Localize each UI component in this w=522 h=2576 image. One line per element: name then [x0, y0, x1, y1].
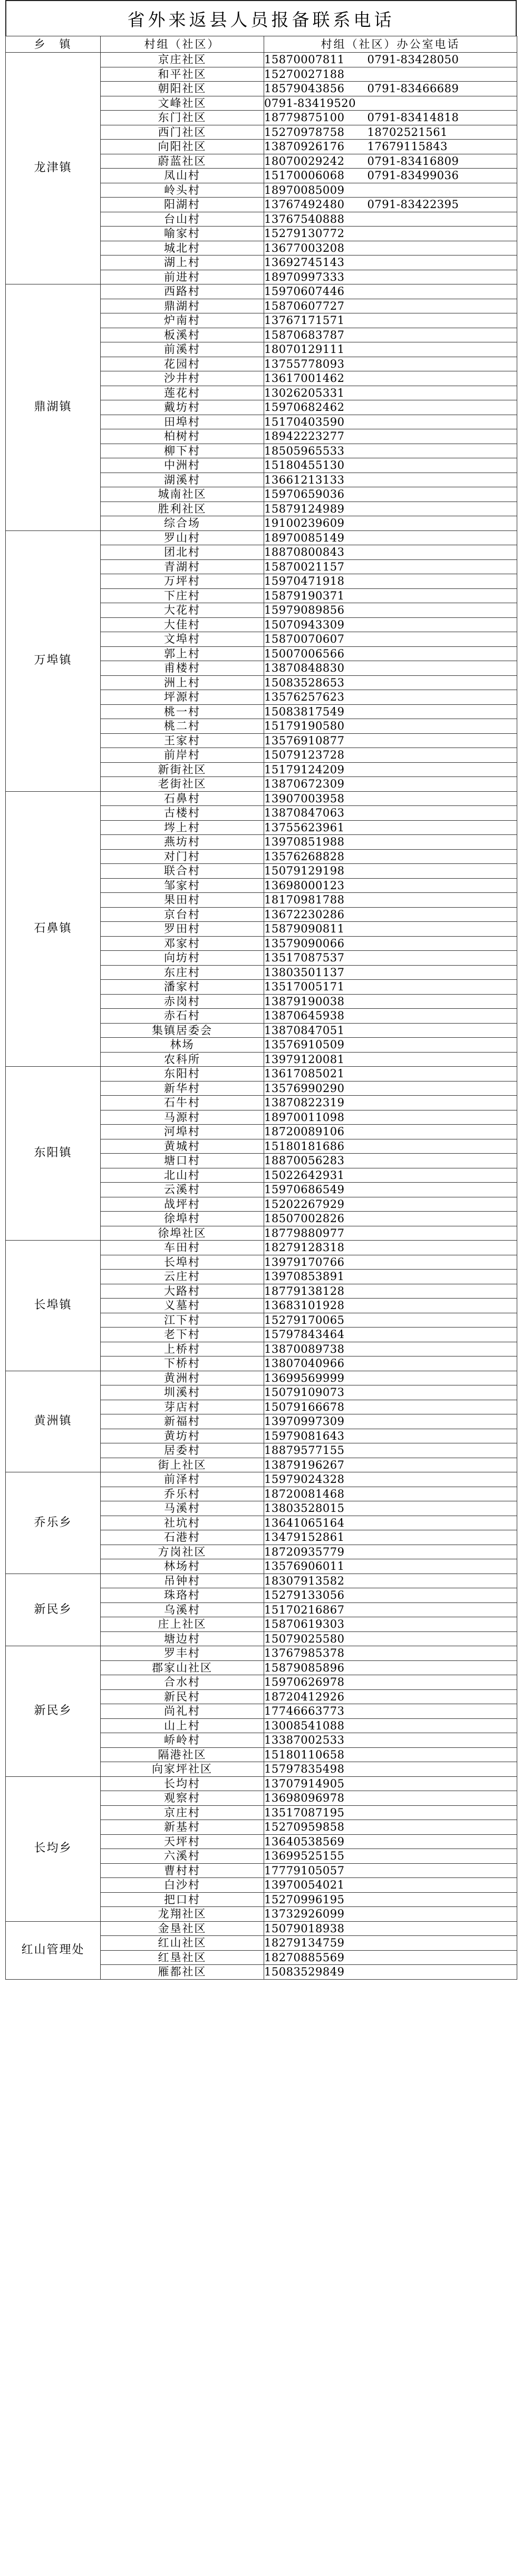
village-name-cell: 新华村	[101, 1081, 264, 1096]
phone-number-cell: 15083529849	[264, 1965, 517, 1980]
phone-number-cell: 13879190038	[264, 994, 517, 1009]
village-name-cell: 赤石村	[101, 1009, 264, 1024]
table-row	[6, 530, 517, 545]
village-name-cell: 徐埠村	[101, 1212, 264, 1226]
phone-number-cell: 13683101928	[264, 1299, 517, 1313]
phone-number-cell: 13755623961	[264, 820, 517, 835]
phone-number-cell: 15022642931	[264, 1168, 517, 1183]
phone-number-cell: 13803501137	[264, 965, 517, 980]
village-name-cell: 金垦社区	[101, 1921, 264, 1936]
village-name-cell: 甫楼村	[101, 661, 264, 676]
phone-number-cell: 13517087195	[264, 1805, 517, 1820]
phone-number-cell: 13698096978	[264, 1791, 517, 1806]
phone-number-cell: 15270959858	[264, 1820, 517, 1835]
phone-number-cell: 15979089856	[264, 603, 517, 618]
phone-number-cell: 13767492480 0791-83422395	[264, 198, 517, 212]
phone-number-cell: 15879085896	[264, 1660, 517, 1675]
village-name-cell: 曹村村	[101, 1863, 264, 1878]
phone-number-cell: 15180181686	[264, 1139, 517, 1154]
village-name-cell: 果田村	[101, 893, 264, 908]
phone-number-cell: 18579043856 0791-83466689	[264, 82, 517, 96]
village-name-cell: 凤山村	[101, 169, 264, 183]
phone-number-cell: 15870070607	[264, 632, 517, 647]
village-name-cell: 乌溪村	[101, 1602, 264, 1617]
village-name-cell: 把口村	[101, 1892, 264, 1907]
village-name-cell: 红垦社区	[101, 1950, 264, 1965]
village-name-cell: 前溪村	[101, 342, 264, 357]
phone-number-cell: 15179190580	[264, 719, 517, 734]
village-name-cell: 郭上村	[101, 646, 264, 661]
village-name-cell: 万坪村	[101, 574, 264, 589]
village-name-cell: 郡家山社区	[101, 1660, 264, 1675]
village-name-cell: 前岸村	[101, 748, 264, 763]
phone-number-cell: 18970997333	[264, 270, 517, 284]
town-name-cell: 龙津镇	[6, 53, 101, 284]
village-name-cell: 街上社区	[101, 1458, 264, 1472]
village-name-cell: 沙井村	[101, 371, 264, 386]
village-name-cell: 石鼻村	[101, 791, 264, 806]
phone-number-cell: 15202267929	[264, 1197, 517, 1212]
village-name-cell: 向家坪社区	[101, 1762, 264, 1777]
village-name-cell: 燕坊村	[101, 835, 264, 850]
village-name-cell: 桃二村	[101, 719, 264, 734]
phone-number-cell: 15270978758 18702521561	[264, 125, 517, 140]
village-name-cell: 城南社区	[101, 487, 264, 502]
table-row	[6, 1574, 517, 1588]
phone-number-cell: 13979120081	[264, 1052, 517, 1067]
phone-number-cell: 15179124209	[264, 762, 517, 777]
village-name-cell: 西门社区	[101, 125, 264, 140]
village-name-cell: 潘家村	[101, 980, 264, 995]
village-name-cell: 居委村	[101, 1443, 264, 1458]
phone-number-cell: 15079109073	[264, 1385, 517, 1400]
phone-number-cell: 15870683787	[264, 328, 517, 342]
village-name-cell: 和平社区	[101, 67, 264, 82]
phone-number-cell: 13576257623	[264, 690, 517, 705]
village-name-cell: 上桥村	[101, 1342, 264, 1356]
phone-number-cell: 15970471918	[264, 574, 517, 589]
phone-number-cell: 13879196267	[264, 1458, 517, 1472]
village-name-cell: 新基村	[101, 1820, 264, 1835]
phone-number-cell: 15979024328	[264, 1472, 517, 1487]
village-name-cell: 胜利社区	[101, 502, 264, 516]
phone-number-cell: 18870056283	[264, 1154, 517, 1168]
phone-number-cell: 15279170065	[264, 1313, 517, 1328]
village-name-cell: 老街社区	[101, 777, 264, 792]
village-name-cell: 塘口村	[101, 1154, 264, 1168]
phone-number-cell: 15970659036	[264, 487, 517, 502]
phone-number-cell: 18942223277	[264, 429, 517, 444]
phone-number-cell: 15879190371	[264, 588, 517, 603]
village-name-cell: 河埠村	[101, 1125, 264, 1139]
contact-table	[5, 36, 517, 1980]
village-name-cell: 王家村	[101, 733, 264, 748]
village-name-cell: 合水村	[101, 1675, 264, 1690]
table-row	[6, 53, 517, 67]
phone-number-cell: 18879577155	[264, 1443, 517, 1458]
phone-number-cell: 13640538569	[264, 1834, 517, 1849]
town-name-cell: 新民乡	[6, 1574, 101, 1646]
phone-number-cell: 13979170766	[264, 1255, 517, 1270]
phone-number-cell: 15270996195	[264, 1892, 517, 1907]
village-name-cell: 文埠村	[101, 632, 264, 647]
phone-number-cell: 13707914905	[264, 1776, 517, 1791]
village-name-cell: 京庄社区	[101, 53, 264, 67]
village-name-cell: 珠珞村	[101, 1588, 264, 1603]
village-name-cell: 山上村	[101, 1718, 264, 1733]
phone-number-cell: 13677003208	[264, 241, 517, 255]
village-name-cell: 京庄村	[101, 1805, 264, 1820]
phone-number-cell: 19100239609	[264, 516, 517, 531]
phone-number-cell: 18970085009	[264, 183, 517, 198]
phone-number-cell: 18505965533	[264, 444, 517, 458]
table-row	[6, 1241, 517, 1255]
phone-number-cell: 18720081468	[264, 1487, 517, 1501]
phone-number-cell: 18307913582	[264, 1574, 517, 1588]
village-name-cell: 集镇居委会	[101, 1023, 264, 1038]
town-name-cell: 长均乡	[6, 1776, 101, 1921]
phone-number-cell: 13699569999	[264, 1371, 517, 1385]
phone-number-cell: 15180110658	[264, 1747, 517, 1762]
phone-number-cell: 15170006068 0791-83499036	[264, 169, 517, 183]
village-name-cell: 峤岭村	[101, 1733, 264, 1748]
town-name-cell: 东阳镇	[6, 1067, 101, 1241]
village-name-cell: 阳湖村	[101, 198, 264, 212]
village-name-cell: 蔚蓝社区	[101, 154, 264, 169]
village-name-cell: 城北村	[101, 241, 264, 255]
phone-number-cell: 13970853891	[264, 1270, 517, 1284]
village-name-cell: 新街社区	[101, 762, 264, 777]
village-name-cell: 埁上村	[101, 820, 264, 835]
page-title: 省外来返县人员报备联系电话	[5, 0, 517, 36]
phone-number-cell: 13870089738	[264, 1342, 517, 1356]
phone-number-cell: 13672230286	[264, 907, 517, 922]
phone-number-cell: 18720412926	[264, 1689, 517, 1704]
table-row	[6, 1776, 517, 1791]
phone-number-cell: 13576990290	[264, 1081, 517, 1096]
phone-number-cell: 18779875100 0791-83414818	[264, 111, 517, 125]
village-name-cell: 战坪村	[101, 1197, 264, 1212]
phone-number-cell: 13807040966	[264, 1356, 517, 1371]
phone-number-cell: 15970626978	[264, 1675, 517, 1690]
table-row	[6, 1067, 517, 1081]
village-name-cell: 下桥村	[101, 1356, 264, 1371]
village-name-cell: 戴坊村	[101, 400, 264, 415]
phone-number-cell: 13970997309	[264, 1414, 517, 1429]
village-name-cell: 洲上村	[101, 675, 264, 690]
village-name-cell: 团北村	[101, 545, 264, 560]
village-name-cell: 尚礼村	[101, 1704, 264, 1719]
phone-number-cell: 13803528015	[264, 1501, 517, 1516]
phone-number-cell: 15970686549	[264, 1183, 517, 1197]
phone-number-cell: 15870607727	[264, 299, 517, 313]
village-name-cell: 马溪村	[101, 1501, 264, 1516]
phone-number-cell: 18970011098	[264, 1110, 517, 1125]
phone-number-cell: 18279128318	[264, 1241, 517, 1255]
village-name-cell: 京台村	[101, 907, 264, 922]
phone-number-cell: 13617085021	[264, 1067, 517, 1081]
phone-number-cell: 15879124989	[264, 502, 517, 516]
phone-number-cell: 13732926099	[264, 1907, 517, 1922]
village-name-cell: 东庄村	[101, 965, 264, 980]
village-name-cell: 吊钟村	[101, 1574, 264, 1588]
village-name-cell: 徐埠社区	[101, 1226, 264, 1241]
header-town: 乡 镇	[6, 36, 101, 53]
table-row	[6, 284, 517, 299]
phone-number-cell: 18779138128	[264, 1284, 517, 1299]
phone-number-cell: 13579090066	[264, 936, 517, 951]
phone-number-cell: 18870800843	[264, 545, 517, 560]
phone-number-cell: 15079166678	[264, 1400, 517, 1414]
village-name-cell: 江下村	[101, 1313, 264, 1328]
table-row	[6, 1371, 517, 1385]
village-name-cell: 长埠村	[101, 1255, 264, 1270]
village-name-cell: 前泽村	[101, 1472, 264, 1487]
village-name-cell: 柳下村	[101, 444, 264, 458]
village-name-cell: 下庄村	[101, 588, 264, 603]
village-name-cell: 乔乐村	[101, 1487, 264, 1501]
village-name-cell: 朝阳社区	[101, 82, 264, 96]
village-name-cell: 综合场	[101, 516, 264, 531]
phone-number-cell: 13661213133	[264, 473, 517, 487]
header-phone: 村组（社区）办公室电话	[264, 36, 517, 53]
phone-number-cell: 18070129111	[264, 342, 517, 357]
phone-number-cell: 13517005171	[264, 980, 517, 995]
town-name-cell: 新民乡	[6, 1646, 101, 1777]
village-name-cell: 田埠村	[101, 415, 264, 429]
village-name-cell: 农科所	[101, 1052, 264, 1067]
village-name-cell: 塘边村	[101, 1631, 264, 1646]
village-name-cell: 隔港社区	[101, 1747, 264, 1762]
village-name-cell: 西路村	[101, 284, 264, 299]
village-name-cell: 雁都社区	[101, 1965, 264, 1980]
village-name-cell: 柏树村	[101, 429, 264, 444]
village-name-cell: 车田村	[101, 1241, 264, 1255]
village-name-cell: 中洲村	[101, 458, 264, 473]
phone-number-cell: 15270027188	[264, 67, 517, 82]
village-name-cell: 花园村	[101, 357, 264, 371]
phone-number-cell: 15279133056	[264, 1588, 517, 1603]
phone-number-cell: 15797835498	[264, 1762, 517, 1777]
phone-number-cell: 18779880977	[264, 1226, 517, 1241]
village-name-cell: 庄上社区	[101, 1617, 264, 1632]
phone-number-cell: 13767540888	[264, 212, 517, 227]
phone-number-cell: 18507002826	[264, 1212, 517, 1226]
phone-number-cell: 13008541088	[264, 1718, 517, 1733]
phone-number-cell: 13576906011	[264, 1559, 517, 1574]
phone-number-cell: 13767171571	[264, 313, 517, 328]
village-name-cell: 青湖村	[101, 559, 264, 574]
header-village: 村组（社区）	[101, 36, 264, 53]
phone-number-cell: 13641065164	[264, 1516, 517, 1530]
phone-number-cell: 13692745143	[264, 255, 517, 270]
phone-number-cell: 0791-83419520	[264, 96, 517, 111]
village-name-cell: 六溪村	[101, 1849, 264, 1864]
village-name-cell: 观察村	[101, 1791, 264, 1806]
phone-number-cell: 13698000123	[264, 878, 517, 893]
village-name-cell: 岭头村	[101, 183, 264, 198]
village-name-cell: 板溪村	[101, 328, 264, 342]
phone-number-cell: 13517087537	[264, 951, 517, 966]
phone-number-cell: 13870822319	[264, 1096, 517, 1110]
village-name-cell: 圳溪村	[101, 1385, 264, 1400]
phone-number-cell: 15079018938	[264, 1921, 517, 1936]
table-row	[6, 1921, 517, 1936]
phone-number-cell: 15083817549	[264, 704, 517, 719]
village-name-cell: 湖上村	[101, 255, 264, 270]
village-name-cell: 向阳社区	[101, 140, 264, 154]
village-name-cell: 马源村	[101, 1110, 264, 1125]
phone-number-cell: 18279134759	[264, 1936, 517, 1951]
phone-number-cell: 18070029242 0791-83416809	[264, 154, 517, 169]
phone-number-cell: 13870847063	[264, 806, 517, 821]
village-name-cell: 林场村	[101, 1559, 264, 1574]
phone-number-cell: 13870848830	[264, 661, 517, 676]
phone-number-cell: 15870007811 0791-83428050	[264, 53, 517, 67]
phone-number-cell: 15970607446	[264, 284, 517, 299]
phone-number-cell: 18270885569	[264, 1950, 517, 1965]
phone-number-cell: 13026205331	[264, 386, 517, 400]
village-name-cell: 红山社区	[101, 1936, 264, 1951]
phone-number-cell: 15170216867	[264, 1602, 517, 1617]
town-name-cell: 黄洲镇	[6, 1371, 101, 1472]
village-name-cell: 石港村	[101, 1530, 264, 1545]
village-name-cell: 桃一村	[101, 704, 264, 719]
village-name-cell: 东门社区	[101, 111, 264, 125]
phone-number-cell: 13870672309	[264, 777, 517, 792]
village-name-cell: 喻家村	[101, 227, 264, 241]
phone-number-cell: 13755778093	[264, 357, 517, 371]
village-name-cell: 老下村	[101, 1328, 264, 1342]
town-name-cell: 万埠镇	[6, 530, 101, 791]
village-name-cell: 义墓村	[101, 1299, 264, 1313]
village-name-cell: 湖溪村	[101, 473, 264, 487]
phone-number-cell: 13870847051	[264, 1023, 517, 1038]
village-name-cell: 大路村	[101, 1284, 264, 1299]
village-name-cell: 石牛村	[101, 1096, 264, 1110]
phone-number-cell: 15070943309	[264, 617, 517, 632]
phone-number-cell: 13767985378	[264, 1646, 517, 1661]
village-name-cell: 鼎湖村	[101, 299, 264, 313]
village-name-cell: 前进村	[101, 270, 264, 284]
town-name-cell: 鼎湖镇	[6, 284, 101, 531]
village-name-cell: 坪源村	[101, 690, 264, 705]
village-name-cell: 东阳村	[101, 1067, 264, 1081]
table-row	[6, 791, 517, 806]
village-name-cell: 联合村	[101, 864, 264, 879]
village-name-cell: 云庄村	[101, 1270, 264, 1284]
phone-number-cell: 15007006566	[264, 646, 517, 661]
village-name-cell: 黄洲村	[101, 1371, 264, 1385]
village-name-cell: 黄城村	[101, 1139, 264, 1154]
phone-number-cell: 13970054021	[264, 1878, 517, 1893]
phone-number-cell: 15083528653	[264, 675, 517, 690]
phone-number-cell: 17746663773	[264, 1704, 517, 1719]
table-row	[6, 1472, 517, 1487]
table-body	[6, 53, 517, 1980]
phone-number-cell: 13870926176 17679115843	[264, 140, 517, 154]
phone-number-cell: 13576268828	[264, 849, 517, 864]
phone-number-cell: 15870619303	[264, 1617, 517, 1632]
village-name-cell: 天坪村	[101, 1834, 264, 1849]
table-row	[6, 1646, 517, 1661]
phone-number-cell: 15079129198	[264, 864, 517, 879]
phone-number-cell: 13870645938	[264, 1009, 517, 1024]
village-name-cell: 莲花村	[101, 386, 264, 400]
village-name-cell: 社坑村	[101, 1516, 264, 1530]
phone-number-cell: 18970085149	[264, 530, 517, 545]
phone-number-cell: 13907003958	[264, 791, 517, 806]
village-name-cell: 对门村	[101, 849, 264, 864]
phone-number-cell: 15979081643	[264, 1429, 517, 1443]
village-name-cell: 芽店村	[101, 1400, 264, 1414]
village-name-cell: 大佳村	[101, 617, 264, 632]
phone-number-cell: 15079123728	[264, 748, 517, 763]
phone-number-cell: 13970851988	[264, 835, 517, 850]
header-row	[6, 36, 517, 53]
town-name-cell: 长埠镇	[6, 1241, 101, 1371]
phone-number-cell: 18720089106	[264, 1125, 517, 1139]
phone-number-cell: 13617001462	[264, 371, 517, 386]
town-name-cell: 红山管理处	[6, 1921, 101, 1979]
phone-number-cell: 13576910877	[264, 733, 517, 748]
village-name-cell: 方岗社区	[101, 1545, 264, 1559]
village-name-cell: 新福村	[101, 1414, 264, 1429]
phone-number-cell: 18170981788	[264, 893, 517, 908]
village-name-cell: 向坊村	[101, 951, 264, 966]
village-name-cell: 罗田村	[101, 922, 264, 937]
village-name-cell: 龙翔社区	[101, 1907, 264, 1922]
phone-number-cell: 13479152861	[264, 1530, 517, 1545]
village-name-cell: 大花村	[101, 603, 264, 618]
phone-number-cell: 15879090811	[264, 922, 517, 937]
village-name-cell: 罗丰村	[101, 1646, 264, 1661]
phone-number-cell: 15870021157	[264, 559, 517, 574]
phone-number-cell: 15797843464	[264, 1328, 517, 1342]
phone-number-cell: 13699525155	[264, 1849, 517, 1864]
village-name-cell: 白沙村	[101, 1878, 264, 1893]
town-name-cell: 乔乐乡	[6, 1472, 101, 1574]
village-name-cell: 长均村	[101, 1776, 264, 1791]
village-name-cell: 炉南村	[101, 313, 264, 328]
phone-number-cell: 15279130772	[264, 227, 517, 241]
town-name-cell: 石鼻镇	[6, 791, 101, 1067]
phone-number-cell: 15079025580	[264, 1631, 517, 1646]
village-name-cell: 罗山村	[101, 530, 264, 545]
village-name-cell: 云溪村	[101, 1183, 264, 1197]
phone-number-cell: 15970682462	[264, 400, 517, 415]
village-name-cell: 赤岗村	[101, 994, 264, 1009]
phone-number-cell: 13576910509	[264, 1038, 517, 1053]
village-name-cell: 北山村	[101, 1168, 264, 1183]
phone-number-cell: 15180455130	[264, 458, 517, 473]
village-name-cell: 台山村	[101, 212, 264, 227]
village-name-cell: 邹家村	[101, 878, 264, 893]
village-name-cell: 邓家村	[101, 936, 264, 951]
phone-number-cell: 13387002533	[264, 1733, 517, 1748]
village-name-cell: 古楼村	[101, 806, 264, 821]
phone-number-cell: 18720935779	[264, 1545, 517, 1559]
village-name-cell: 黄坊村	[101, 1429, 264, 1443]
village-name-cell: 林场	[101, 1038, 264, 1053]
phone-number-cell: 15170403590	[264, 415, 517, 429]
village-name-cell: 新民村	[101, 1689, 264, 1704]
village-name-cell: 文峰社区	[101, 96, 264, 111]
phone-number-cell: 17779105057	[264, 1863, 517, 1878]
